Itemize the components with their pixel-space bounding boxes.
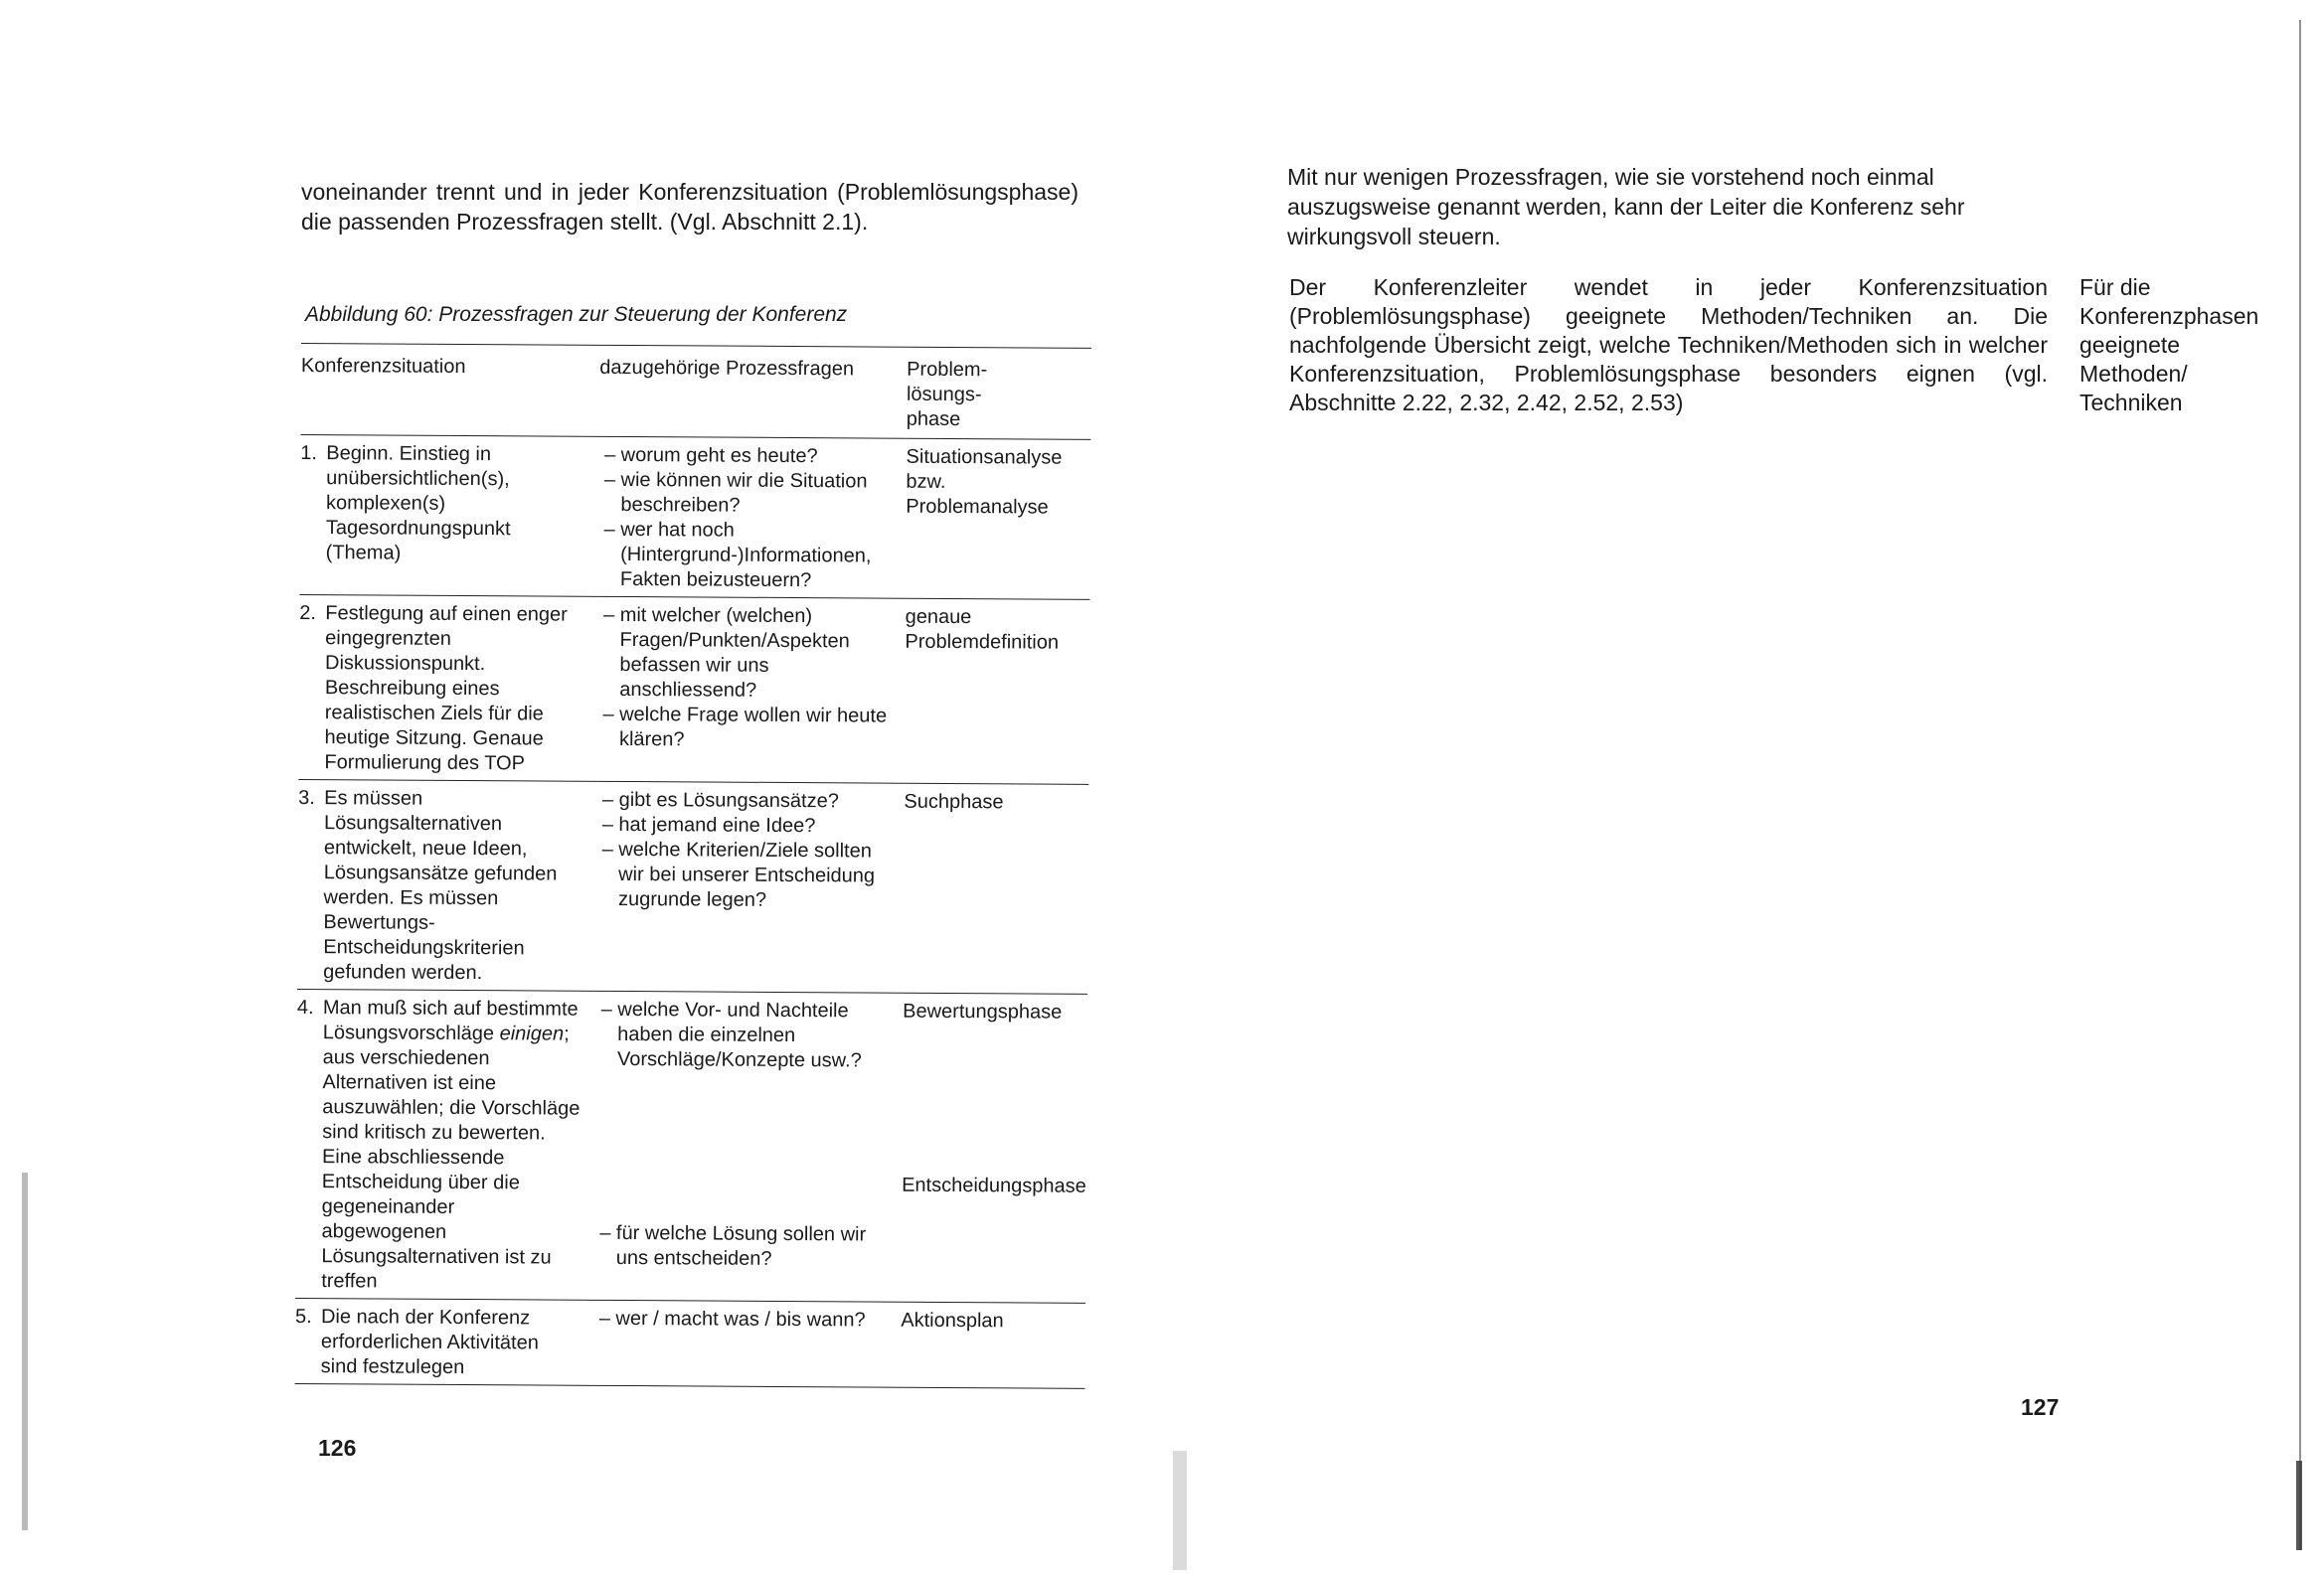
right-paragraph-2: Der Konferenzleiter wendet in jeder Konferenzsituation (Problemlösungsphase) geeignete Methoden/Techniken an. Die nachfolgende Übersicht zeigt, welche Techniken/Methoden sich in welcher Konferenzsituation, Problemlösungsphase besonders eignen (vgl. Abschnitte 2.22, 2.32, 2.42, 2.52, 2.53) [1289,274,2048,415]
question-item: – wer hat noch (Hintergrund-)Informationen, Fakten beizusteuern? [603,518,872,592]
question-item: – welche Frage wollen wir heute klären? [602,703,888,751]
table-row [298,594,1089,784]
situation-text: Es müssen Lösungsalternativen entwickelt, neue Ideen, Lösungsansätze gefunden werden. Es müssen Bewertungs-Entscheidungskriterien gefunden werden. [323,787,558,985]
phase-text: Suchphase [904,790,1004,814]
page-number-left: 126 [318,1435,357,1461]
table-header-row [300,344,1091,440]
questions-cell [597,596,906,783]
questions-cell [594,991,904,1302]
situation-cell [295,989,595,1300]
header-questions: dazugehörige Prozessfragen [599,345,907,438]
phase-cell [906,438,1091,599]
situation-number: 4. [296,996,314,1020]
situation-number: 2. [299,601,317,625]
situation-text: Man muß sich auf bestimmte Lösungsvorschläge einigen; aus verschiedenen Alternativen ist eine auszuwählen; die Vorschläge sind kritisch zu bewerten. [322,997,581,1145]
question-item: – welche Vor- und Nachteile haben die einzelnen Vorschläge/Konzepte usw.? [600,998,862,1072]
left-intro-paragraph: voneinander trennt und in jeder Konferenzsituation (Problemlösungsphase) die passenden Prozessfragen stellt. (Vgl. Abschnitt 2.1). [301,179,1079,235]
table-row [295,1298,1086,1388]
scan-edge-mark [22,1173,28,1530]
situation-cell [299,434,598,596]
question-item: – wie können wir die Situation beschreiben? [603,468,868,517]
question-item: – welche Kriterien/Ziele sollten wir bei unserer Entscheidung zugrunde legen? [601,838,876,911]
phase-text: Entscheidungsphase [902,1174,1086,1197]
situation-cell [297,779,597,991]
situation-text: Festlegung auf einen enger eingegrenzten Diskussionspunkt. Beschreibung eines realistischen Ziels für die heutige Sitzung. Genaue Formulierung des TOP [324,602,568,775]
table-row [297,779,1088,994]
phase-cell [903,783,1088,994]
phase-text: Situationsanalyse bzw. Problemanalyse [906,445,1063,519]
situation-text: Eine abschliessende Entscheidung über die gegeneinander abgewogenen Lösungsalternativen ist zu treffen [321,1146,552,1293]
situation-number: 1. [300,441,318,465]
questions-cell [593,1300,901,1387]
phase-cell [905,598,1090,784]
question-item: – hat jemand eine Idee? [601,813,816,838]
header-phase: Problem- lösungs- phase [907,347,1091,439]
right-page [1162,0,2324,1577]
situation-text: Beginn. Einstieg in unübersichtlichen(s), komplexen(s) Tagesordnungspunkt (Thema) [325,442,511,564]
situation-text: Die nach der Konferenz erforderlichen Aktivitäten sind festzulegen [320,1306,539,1379]
phase-cell [901,993,1087,1303]
scan-edge-mark [2299,20,2301,1550]
phase-text: Aktionsplan [901,1309,1004,1333]
situation-number: 5. [294,1305,312,1329]
situation-number: 3. [298,786,315,810]
situation-cell [298,594,598,781]
phase-text: Bewertungsphase [903,1000,1063,1024]
questions-cell [598,436,907,598]
situation-cell [295,1298,594,1385]
figure-caption: Abbildung 60: Prozessfragen zur Steuerung der Konferenz [305,303,848,326]
emphasis-text: einigen [499,1023,565,1045]
questions-cell [595,781,904,993]
question-item: – gibt es Lösungsansätze? [601,788,839,813]
page-number-right: 127 [2021,1394,2060,1420]
scan-edge-mark [2296,1461,2302,1550]
question-item: – mit welcher (welchen) Fragen/Punkten/Aspekten befassen wir uns anschliessend? [603,603,850,702]
header-situation: Konferenzsituation [300,344,599,437]
phase-text: genaue Problemdefinition [905,605,1060,654]
table-row [299,434,1090,599]
phase-cell [901,1302,1085,1388]
table-row [295,989,1087,1303]
process-questions-table [295,343,1091,1389]
margin-note: Für die Konferenzphasen geeignete Methoden/ Techniken [2079,274,2259,415]
question-item: – wer / macht was / bis wann? [598,1307,866,1332]
right-paragraph-1: Mit nur wenigen Prozessfragen, wie sie vorstehend noch einmal auszugsweise genannt werden, kann der Leiter die Konferenz sehr wirkungsvoll steuern. [1287,164,1965,249]
question-item: – worum geht es heute? [604,443,818,468]
question-item: – für welche Lösung sollen wir uns entscheiden? [599,1221,867,1270]
